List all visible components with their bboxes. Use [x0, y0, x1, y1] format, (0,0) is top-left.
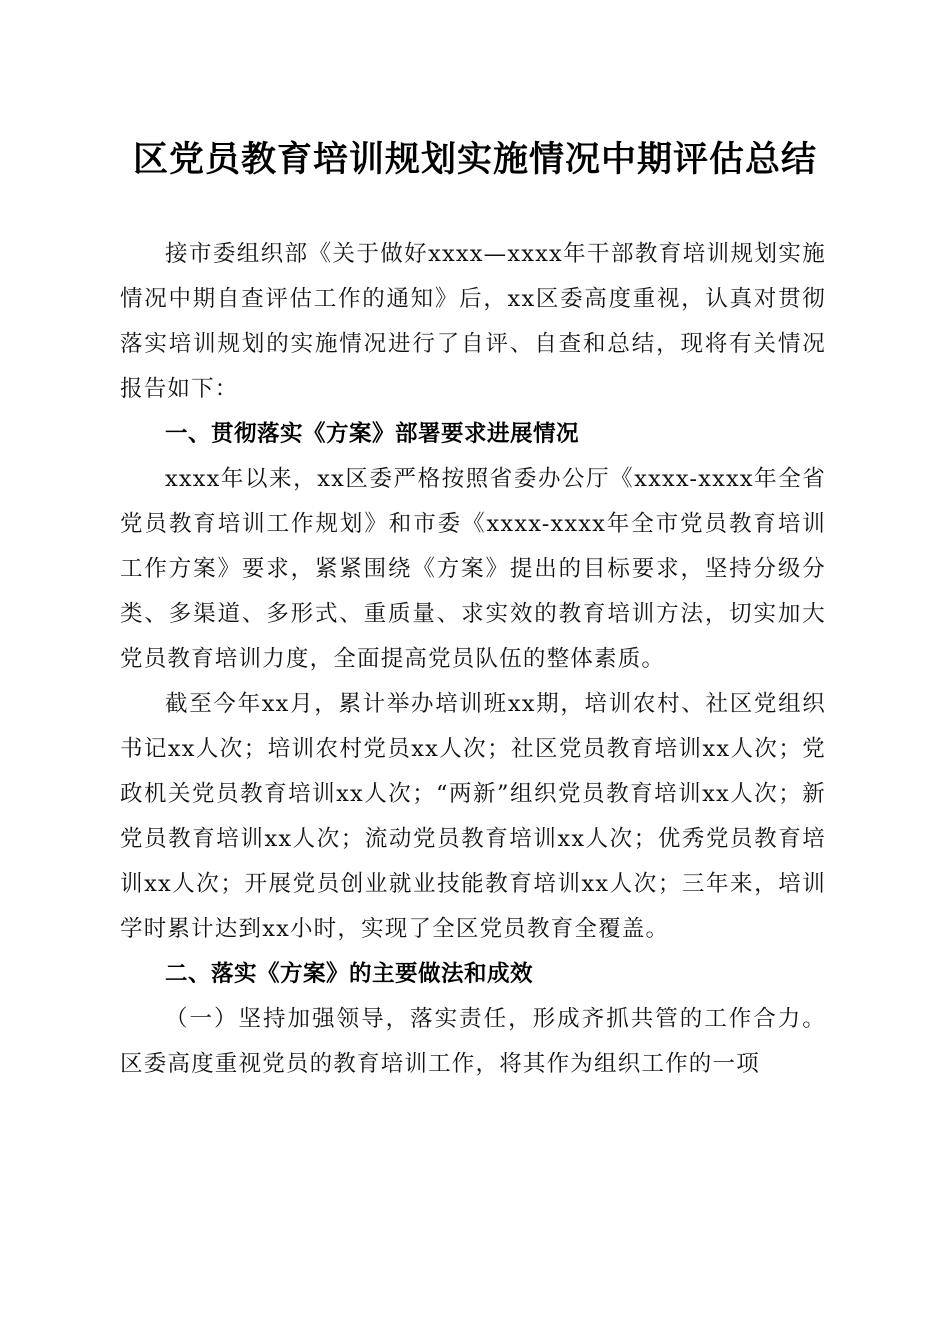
section-2-heading: 二、落实《方案》的主要做法和成效	[165, 961, 534, 987]
document-body	[120, 232, 826, 1087]
section-2-paragraph-1: （一）坚持加强领导，落实责任，形成齐抓共管的工作合力。区委高度重视党员的教育培训工作，将其作为组织工作的一项	[120, 1006, 826, 1077]
section-1-paragraph-2: 截至今年xx月，累计举办培训班xx期，培训农村、社区党组织书记xx人次；培训农村党员xx人次；社区党员教育培训xx人次；党政机关党员教育培训xx人次；“两新”组织党员教育培训xx人次；新党员教育培训xx人次；流动党员教育培训xx人次；优秀党员教育培训xx人次；开展党员创业就业技能教育培训xx人次；三年来，培训学时累计达到xx小时，实现了全区党员教育全覆盖。	[120, 691, 826, 942]
section-1-paragraph-1: xxxx年以来，xx区委严格按照省委办公厅《xxxx-xxxx年全省党员教育培训工作规划》和市委《xxxx-xxxx年全市党员教育培训工作方案》要求，紧紧围绕《方案》提出的目标要求，坚持分级分类、多渠道、多形式、重质量、求实效的教育培训方法，切实加大党员教育培训力度，全面提高党员队伍的整体素质。	[120, 466, 826, 672]
intro-paragraph: 接市委组织部《关于做好xxxx—xxxx年干部教育培训规划实施情况中期自查评估工作的通知》后，xx区委高度重视，认真对贯彻落实培训规划的实施情况进行了自评、自查和总结，现将有关情况报告如下：	[120, 241, 826, 402]
document-title: 区党员教育培训规划实施情况中期评估总结	[132, 139, 817, 180]
section-1-heading: 一、贯彻落实《方案》部署要求进展情况	[165, 421, 580, 447]
